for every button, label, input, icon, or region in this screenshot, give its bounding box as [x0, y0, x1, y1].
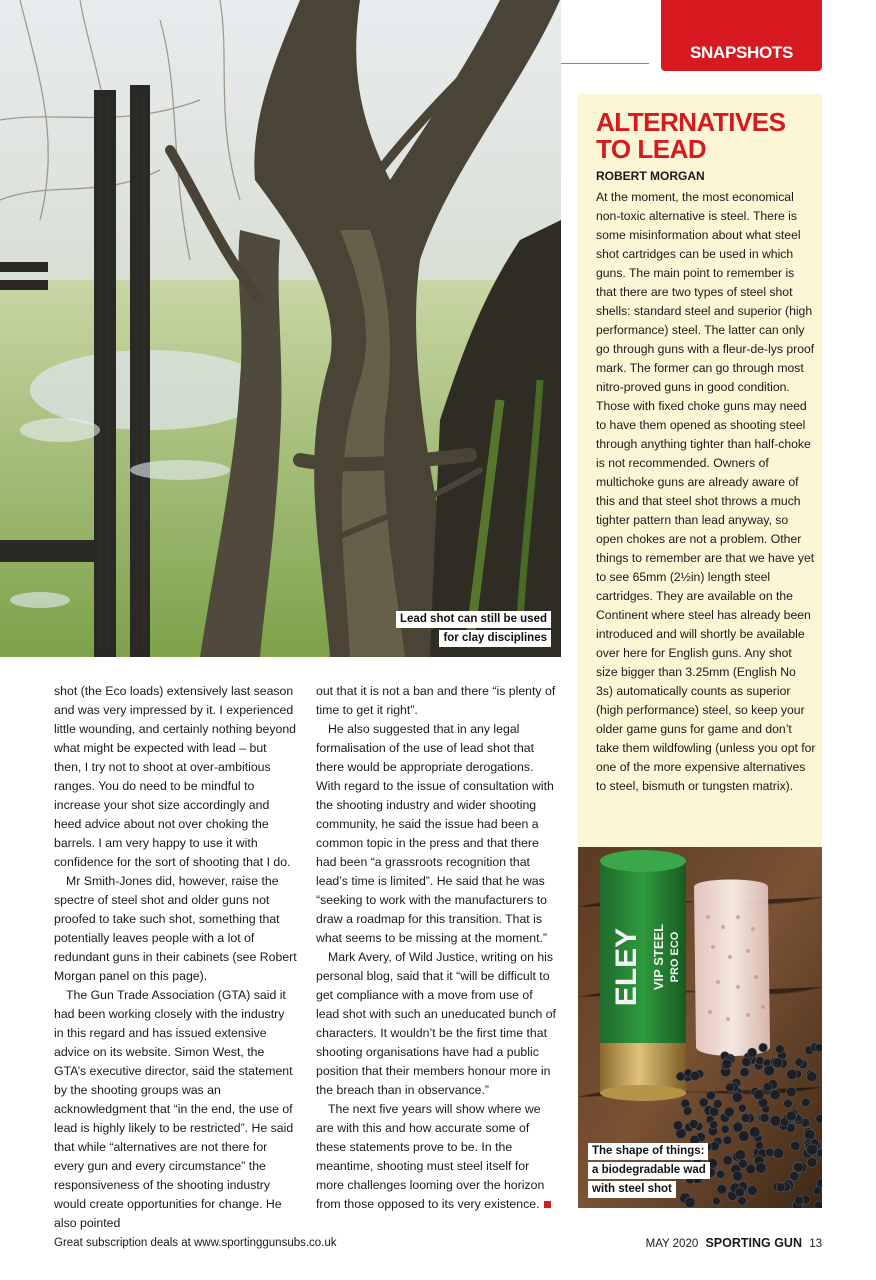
footer-folio — [646, 1236, 822, 1250]
shell-product-text-2: PRO ECO — [669, 931, 681, 983]
footer-magazine-name: SPORTING GUN — [705, 1236, 802, 1250]
column-1-paragraph-1: shot (the Eco loads) extensively last season and was very impressed by it. I experienced little wounding, and certainly nothing beyond what might be expected with lead – but then, I try not to shoot at over-ambitious ranges. You do need to be mindful to increase your shot size accordingly and heed advice about not over choking the barrels. I am very happy to use it with confidence for the sort of shooting that I do. — [54, 684, 297, 869]
footer-subscription: Great subscription deals at www.sportinggunsubs.co.uk — [54, 1237, 337, 1249]
column-2-paragraph-3: Mark Avery, of Wild Justice, writing on his personal blog, said that it “will be difficult to get compliance with a move from use of lead shot with such an uneducated bunch of characters. It wouldn’t be the first time that shooting organisations have had a public position that their members honour more in the breach than in observance.” — [316, 950, 556, 1097]
header-rule — [561, 63, 649, 64]
section-tab — [661, 0, 822, 71]
article-column-1 — [54, 682, 297, 1233]
sidebar-byline: ROBERT MORGAN — [596, 169, 705, 183]
article-column-2 — [316, 682, 559, 1214]
shell-product-text-1: VIP STEEL — [651, 923, 666, 991]
column-1-paragraph-2: Mr Smith-Jones did, however, raise the spectre of steel shot and older guns not proofed to take such shot, something that potentially leaves people with a lot of redundant guns in their cabinets (see Robert Morgan panel on this page). — [54, 874, 297, 983]
sidebar-title-line-2: TO LEAD — [596, 134, 707, 164]
footer-page-number: 13 — [809, 1238, 822, 1250]
column-2-paragraph-2: He also suggested that in any legal formalisation of the use of lead shot that there would be appropriate derogations. With regard to the issue of consultation with the shooting industry and wider shooting community, he said the issue had been a common topic in the press and that there had been “a grassroots recognition that lead’s time is limited”. He said that he was “seeking to work with the manufacturers to draw a roadmap for this transition. That is what seems to be missing at the moment.” — [316, 722, 554, 945]
column-2-paragraph-4-text: The next five years will show where we are with this and how accurate some of these statements prove to be. In the meantime, shooting must steel itself for more challenges looming over the horizon from those opposed to its very existence. — [316, 1102, 545, 1211]
footer-issue-date: MAY 2020 — [645, 1238, 699, 1250]
sidebar-body: At the moment, the most economical non-toxic alternative is steel. There is some misinformation about what steel shot cartridges can be used in which guns. The main point to remember is that there are two types of steel shot shells: standard steel and superior (high performance) steel. The latter can only go through guns with a fleur-de-lys proof mark. The former can go through most nitro-proved guns in good condition. Those with fixed choke guns may need to have them opened as shooting steel through anything tighter than half-choke is not recommended. Owners of multichoke guns are already aware of this and that steel shot throws a much tighter pattern than lead anyway, so open chokes are not a problem. Other things to remember are that we have yet to see 65mm (2½in) length steel cartridges. They are available on the Continent where steel has already been introduced and will shortly be available over here for English guns. Any shot size bigger than 3.25mm (English No 3s) automatically counts as superior (high performance) steel, so keep your older game guns for game and don’t take them wildfowling (unless you opt for one of the more expensive alternatives to steel, bismuth or tungsten matrix). — [596, 190, 816, 793]
sidebar-title — [596, 109, 785, 163]
photo-shotgun-shell — [578, 847, 822, 1208]
column-1-paragraph-3: The Gun Trade Association (GTA) said it had been working closely with the industry in this regard and has issued extensive advice on its website. Simon West, the GTA’s executive director, said the statement by the shooting groups was an acknowledgment that “in the end, the use of lead is highly likely to be restricted”. He said that while “alternatives are not there for every gun and every circumstance” the responsiveness of the shooting industry would create opportunities for change. He also pointed — [54, 988, 294, 1230]
photo-shell-caption — [588, 1141, 710, 1198]
photo-shell-caption-line-2: a biodegradable wad — [588, 1162, 710, 1179]
photo-shell-caption-line-1: The shape of things: — [588, 1143, 708, 1160]
column-2-paragraph-1: out that it is not a ban and there “is plenty of time to get it right”. — [316, 684, 556, 717]
photo-shell-caption-line-3: with steel shot — [588, 1181, 676, 1198]
sidebar-title-line-1: ALTERNATIVES — [596, 107, 786, 137]
sidebar-panel — [578, 94, 822, 847]
shell-brand-text: ELEY — [610, 927, 643, 1007]
photo-trees-gate — [0, 0, 561, 657]
photo-top-caption-line-1: Lead shot can still be used — [396, 611, 551, 628]
section-tab-label: SNAPSHOTS — [689, 43, 794, 62]
photo-top-caption — [396, 609, 551, 647]
end-of-article-icon — [544, 1201, 551, 1208]
photo-trees-gate-image — [0, 0, 561, 657]
photo-top-caption-line-2: for clay disciplines — [439, 630, 551, 647]
column-2-paragraph-4 — [316, 1100, 559, 1214]
